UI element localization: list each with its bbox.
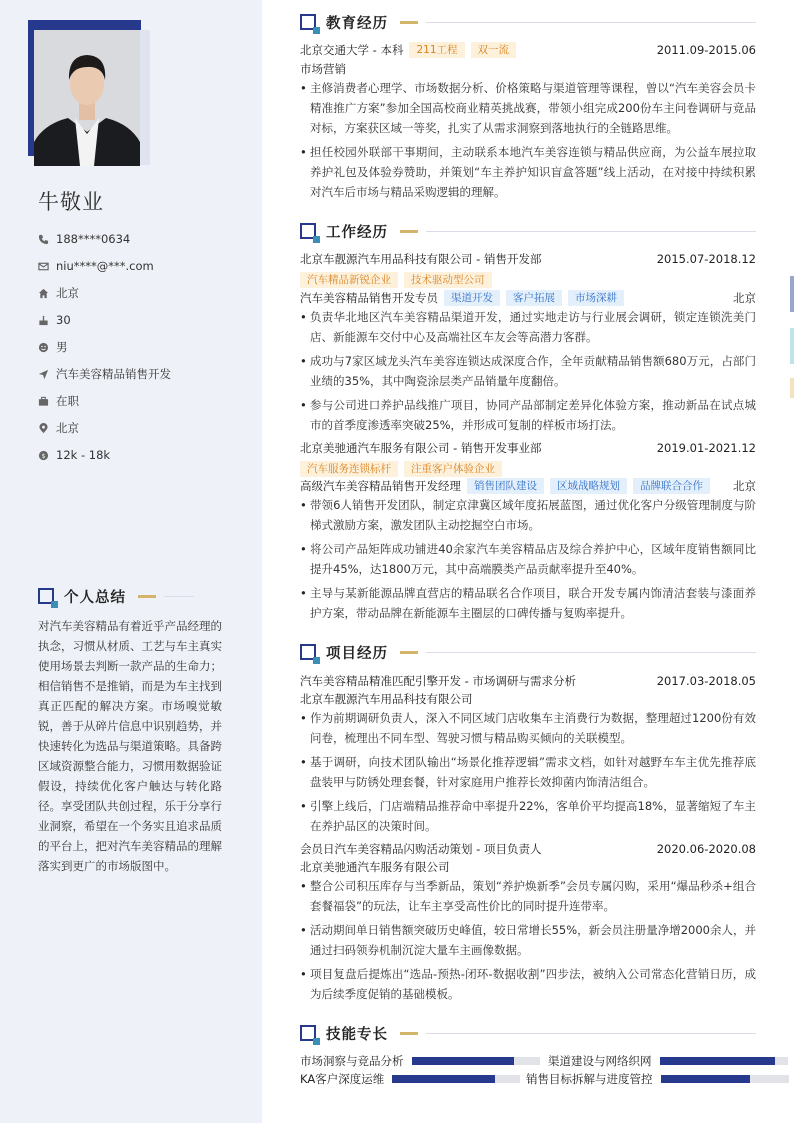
section-divider: [426, 652, 756, 653]
edge-mark: [790, 378, 794, 398]
role-tag: 市场深耕: [568, 290, 624, 306]
project-bullet: • 引擎上线后，门店端精品推荐命中率提升22%，客单价平均提高18%，显著缩短了车主在养护品区的决策时间。: [300, 796, 756, 836]
gender-text: 男: [56, 340, 68, 354]
cake-icon: [38, 315, 49, 326]
info-row-email: [38, 258, 154, 274]
phone-text: 188****0634: [56, 232, 131, 246]
edge-mark: [790, 328, 794, 364]
school-tag: 双一流: [471, 42, 517, 58]
target-city-text: 北京: [56, 421, 79, 435]
project-bullet: • 整合公司积压库存与当季新品，策划“养护焕新季”会员专属闪购，采用“爆品秒杀+组合套餐福袋”的玩法，让车主享受高性价比的同时提升连带率。: [300, 876, 756, 916]
project-title-row: [300, 673, 756, 689]
info-row-phone: [38, 231, 130, 247]
section-divider: [426, 231, 756, 232]
skill-name: 销售目标拆解与进度管控: [526, 1072, 653, 1086]
info-row-target-job: [38, 366, 171, 382]
job-city: 北京: [733, 291, 756, 305]
company-tag: 汽车服务连锁标杆: [300, 461, 398, 477]
job-company-row: [300, 440, 756, 456]
send-icon: [38, 369, 49, 380]
section-accent-bar: [400, 1032, 418, 1035]
project-org: 北京美驰通汽车服务有限公司: [300, 860, 450, 874]
job-company: 北京美驰通汽车服务有限公司 - 销售开发事业部: [300, 441, 542, 455]
job-company: 北京车靓源汽车用品科技有限公司 - 销售开发部: [300, 252, 542, 266]
section-accent-bar: [400, 651, 418, 654]
summary-text: 对汽车美容精品有着近乎产品经理的执念，习惯从材质、工艺与车主真实使用场景去判断一款产品的生命力；相信销售不是推销，而是为车主找到真正匹配的解决方案。市场嗅觉敏锐，善于从碎片信息中识别趋势，并快速转化为选品与渠道策略。具备跨区域资源整合能力，习惯用数据验证假设，持续优化客户触达与转化路径。享受团队共创过程，乐于分享行业洞察，希望在一个务实且追求品质的平台上，把对汽车美容精品的理解落实到更广的市场版图中。: [38, 619, 222, 873]
skill-bar-fill: [661, 1075, 751, 1083]
job-bullet: • 主导与某新能源品牌直营店的精品联名合作项目，联合开发专属内饰清洁套装与漆面养护方案，带动品牌在新能源车主圈层的口碑传播与复购率提升。: [300, 583, 756, 623]
company-tag: 技术驱动型公司: [404, 272, 492, 288]
job-role-row: [300, 290, 756, 306]
project-period: 2017.03-2018.05: [656, 674, 756, 688]
role-tag: 区域战略规划: [550, 478, 627, 494]
skill-bar-fill: [660, 1057, 775, 1065]
info-row-gender: [38, 339, 68, 355]
role-tag: 客户拓展: [506, 290, 562, 306]
section-square-icon: [300, 14, 316, 30]
skill-item: [548, 1053, 788, 1069]
info-row-residence: [38, 285, 79, 301]
info-row-age: [38, 312, 71, 328]
section-accent-bar: [400, 230, 418, 233]
info-row-salary: [38, 447, 110, 463]
job-bullet: • 成功与7家区域龙头汽车美容连锁达成深度合作，全年贡献精品销售额680万元，占部门业绩的35%，其中陶瓷涂层类产品销量年度翻倍。: [300, 351, 756, 391]
summary-header: [38, 586, 222, 606]
company-tags: [300, 272, 492, 288]
candidate-name: 牛敬业: [38, 190, 104, 214]
status-text: 在职: [56, 394, 79, 408]
major-text: 市场营销: [300, 62, 346, 76]
salary-text: 12k - 18k: [56, 448, 111, 462]
project-org-row: [300, 859, 756, 875]
job-city: 北京: [733, 479, 756, 493]
role-tag: 销售团队建设: [467, 478, 544, 494]
education-school-row: [300, 42, 756, 58]
residence-text: 北京: [56, 286, 79, 300]
email-text: niu****@***.com: [56, 259, 154, 273]
project-bullet: • 作为前期调研负责人，深入不同区域门店收集车主消费行为数据，整理超过1200份有效问卷，梳理出不同车型、驾驶习惯与精品购买倾向的关联模型。: [300, 708, 756, 748]
job-bullet: • 参与公司进口养护品线推广项目，协同产品部制定差异化体验方案，推动新品在试点城市的首季度渗透率突破25%，并形成可复制的样板市场打法。: [300, 395, 756, 435]
location-icon: [38, 423, 49, 434]
work-title: 工作经历: [326, 224, 388, 241]
skill-name: KA客户深度运维: [300, 1072, 385, 1086]
project-org: 北京车靓源汽车用品科技有限公司: [300, 692, 473, 706]
info-row-status: [38, 393, 79, 409]
project-bullet: • 基于调研，向技术团队输出“场景化推荐逻辑”需求文档，如针对越野车车主优先推荐底盘装甲与防锈处理套餐，针对家庭用户推荐长效抑菌内饰清洁组合。: [300, 752, 756, 792]
project-bullet: • 项目复盘后提炼出“选品-预热-闭环-数据收割”四步法，被纳入公司常态化营销日历，成为后续季度促销的基础模板。: [300, 964, 756, 1004]
projects-header: [300, 642, 756, 662]
project-org-row: [300, 691, 756, 707]
job-company-row: [300, 251, 756, 267]
work-header: [300, 221, 756, 241]
svg-text:$: $: [41, 451, 46, 460]
section-divider: [426, 22, 756, 23]
education-bullet: • 主修消费者心理学、市场数据分析、价格策略与渠道管理等课程，曾以“汽车美容会员卡精准推广方案”参加全国高校商业精英挑战赛，带领小组完成200份车主问卷调研与竞品对标，方案获区域一等奖，扎实了从需求洞察到落地执行的全链路思维。: [300, 78, 756, 138]
target-job-text: 汽车美容精品销售开发: [56, 367, 171, 381]
education-bullet: • 担任校园外联部干事期间，主动联系本地汽车美容连锁与精品供应商，为公益车展拉取养护礼包及体验券赞助，并策划“车主养护知识盲盒答题”线上活动，在对接中持续积累对汽车后市场与精品采购逻辑的理解。: [300, 142, 756, 202]
section-divider: [426, 1033, 756, 1034]
skill-item: [526, 1071, 789, 1087]
project-name: 汽车美容精品精准匹配引擎开发 - 市场调研与需求分析: [300, 674, 576, 688]
role-tag: 品牌联合合作: [633, 478, 710, 494]
job-bullet: • 带领6人销售开发团队，制定京津冀区域年度拓展蓝图，通过优化客户分级管理制度与阶梯式激励方案，激发团队主动挖掘空白市场。: [300, 495, 756, 535]
skill-bar-track: [660, 1057, 788, 1065]
phone-icon: [38, 234, 49, 245]
section-accent-bar: [138, 595, 156, 598]
project-bullet: • 活动期间单日销售额突破历史峰值，较日常增长55%，新会员注册量净增2000余人，并通过扫码领券机制沉淀大量车主画像数据。: [300, 920, 756, 960]
section-divider: [164, 596, 194, 597]
skill-name: 市场洞察与竞品分析: [300, 1054, 404, 1068]
project-title-row: [300, 841, 756, 857]
briefcase-icon: [38, 396, 49, 407]
school-tag: 211工程: [409, 42, 464, 58]
school-name: 北京交通大学 - 本科: [300, 43, 404, 57]
job-role: 高级汽车美容精品销售开发经理: [300, 479, 461, 493]
skill-bar-track: [661, 1075, 789, 1083]
job-period: 2015.07-2018.12: [656, 252, 756, 266]
skill-bar-fill: [412, 1057, 514, 1065]
skill-bar-track: [392, 1075, 520, 1083]
avatar: [34, 30, 140, 166]
skill-bar-track: [412, 1057, 540, 1065]
education-title: 教育经历: [326, 15, 388, 32]
skill-item: [300, 1071, 520, 1087]
projects-title: 项目经历: [326, 645, 388, 662]
edge-mark: [790, 276, 794, 312]
education-period: 2011.09-2015.06: [656, 43, 756, 57]
project-period: 2020.06-2020.08: [656, 842, 756, 856]
job-bullet: • 负责华北地区汽车美容精品渠道开发，通过实地走访与行业展会调研，锁定连锁洗美门店、新能源车交付中心及高端社区车友会等高潜力客群。: [300, 307, 756, 347]
salary-icon: [38, 450, 49, 461]
skills-title: 技能专长: [326, 1026, 388, 1043]
project-name: 会员日汽车美容精品闪购活动策划 - 项目负责人: [300, 842, 542, 856]
role-tag: 渠道开发: [444, 290, 500, 306]
job-role: 汽车美容精品销售开发专员: [300, 291, 438, 305]
person-icon: [38, 342, 49, 353]
section-square-icon: [300, 223, 316, 239]
company-tag: 汽车精品新锐企业: [300, 272, 398, 288]
summary-title: 个人总结: [64, 589, 126, 606]
home-icon: [38, 288, 49, 299]
skill-item: [300, 1053, 540, 1069]
company-tags: [300, 461, 502, 477]
section-accent-bar: [400, 21, 418, 24]
education-header: [300, 12, 756, 32]
skill-bar-fill: [392, 1075, 494, 1083]
company-tag: 注重客户体验企业: [404, 461, 502, 477]
mail-icon: [38, 261, 49, 272]
job-bullet: • 将公司产品矩阵成功铺进40余家汽车美容精品店及综合养护中心，区域年度销售额同比提升45%，达1800万元，其中高端膜类产品贡献率提升至40%。: [300, 539, 756, 579]
info-row-target-city: [38, 420, 79, 436]
skill-name: 渠道建设与网络织网: [548, 1054, 652, 1068]
sidebar: [0, 0, 262, 1123]
section-square-icon: [300, 644, 316, 660]
age-text: 30: [56, 313, 71, 327]
education-major-row: [300, 61, 756, 77]
job-period: 2019.01-2021.12: [656, 441, 756, 455]
skills-header: [300, 1023, 756, 1043]
job-role-row: [300, 478, 756, 494]
section-square-icon: [38, 588, 54, 604]
section-square-icon: [300, 1025, 316, 1041]
